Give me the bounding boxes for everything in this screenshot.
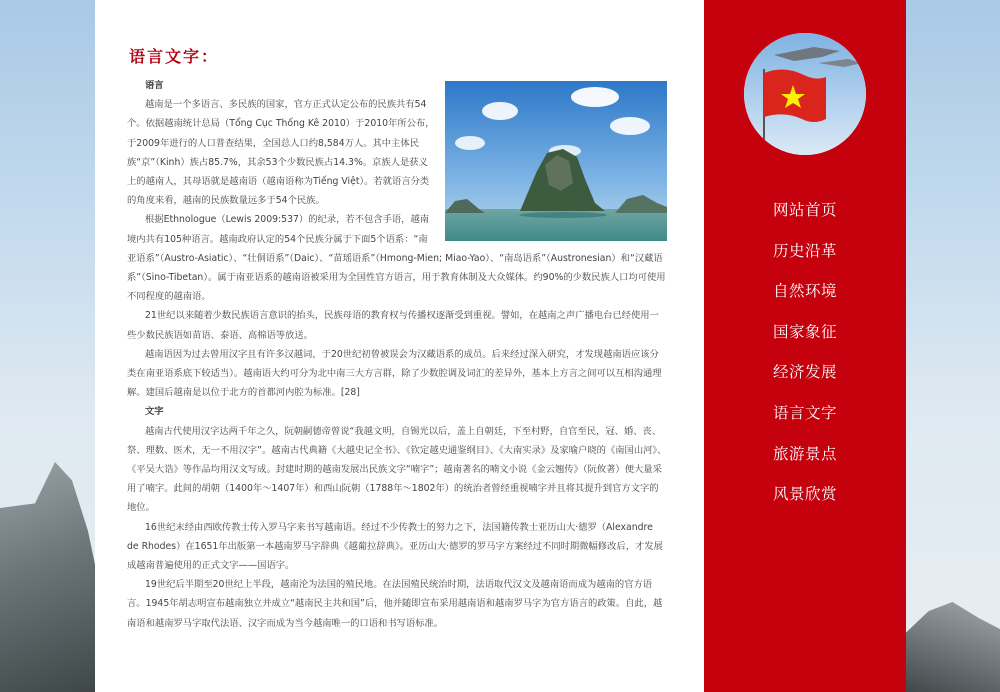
background-rock-right xyxy=(905,602,1000,692)
nav-link-scenery[interactable]: 风景欣赏 xyxy=(772,485,837,504)
background-rock-left xyxy=(0,462,100,692)
nav-link-language[interactable]: 语言文字 xyxy=(772,403,837,422)
subhead-language: 语言 xyxy=(145,80,164,91)
article-paragraph: 21世纪以来随着少数民族语言意识的抬头，民族母语的教育权与传播权逐渐受到重视。譬如，在越南之声广播电台已经使用一些少数民族语如苗语、泰语、高棉语等放送。 xyxy=(127,310,659,341)
article-paragraph: 越南是一个多语言、多民族的国家，官方正式认定公布的民族共有54个。依据越南统计总局（Tổng Cục Thống Kê 2010）于2010年所公布，于2009年进行的人口普查结果，全国总人口约8,584万人。其中主体民族“京”（Kinh）族占85.7%，其余53个少数民族占14.3%。京族人是获义上的越南人，其母语就是越南语（越南语称为Tiếng Việt）。若就语言分类的角度来看，越南的民族数量远多于54个民族。 xyxy=(127,99,435,207)
article-body xyxy=(127,76,667,633)
nav-link-economy[interactable]: 经济发展 xyxy=(772,363,837,382)
nav-link-symbols[interactable]: 国家象征 xyxy=(772,322,837,341)
subhead-script: 文字 xyxy=(145,406,164,418)
nav-item-scenery xyxy=(704,474,906,515)
vietnam-flag-icon xyxy=(744,33,866,155)
article-paragraph: 19世纪后半期至20世纪上半段，越南沦为法国的殖民地。在法国殖民统治时期，法语取代汉文及越南语而成为越南的官方语言。1945年胡志明宣布越南独立并成立“越南民主共和国”后，他并随即宣布采用越南语和越南罗马字为官方语言的政策。自此，越南语和越南罗马字取代法语、汉字而成为当今越南唯一的口语和书写语标准。 xyxy=(127,579,663,629)
article-paragraph: 越南语因为过去曾用汉字且有许多汉越词，于20世纪初曾被误会为汉藏语系的成员。后来经过深入研究，才发现越南语应该分类在南亚语系底下较适当）。越南语大约可分为北中南三大方言群，除了少数腔调及词汇的差异外，基本上方言之间可以互相沟通理解。建国后越南是以位于北方的首都河内腔为标准。[28] xyxy=(127,348,662,399)
nav-link-home[interactable]: 网站首页 xyxy=(772,201,837,219)
nav-item-symbols xyxy=(704,312,906,353)
main-nav xyxy=(704,190,906,515)
nav-item-history xyxy=(704,231,906,272)
page-title: 语言文字： xyxy=(129,47,220,66)
nav-item-economy xyxy=(704,352,906,393)
article-paragraph: 越南古代使用汉字达两千年之久，阮朝嗣德帝曾说“我越文明，自锡光以后，盖上自朝廷，下至村野，自官至民，冠、婚、丧、祭、理数、医术，无一不用汉字”。越南古代典籍《大越史记全书》、《钦定越史通鉴纲目》、《大南实录》及家喻户晓的《南国山河》、《平吴大诰》等作品均用汉文写成。封建时期的越南发展出民族文字“喃字”；越南著名的喃文小说《金云翘传》（阮攸著）便大量采用了喃字。此间的胡朝（1400年～1407年）和西山阮朝（1788年～1802年）的统治者曾经重视喃字并且将其提升到官方文字的地位。 xyxy=(127,425,667,514)
nav-link-nature[interactable]: 自然环境 xyxy=(772,282,837,301)
flag-emblem xyxy=(744,33,866,155)
nav-item-nature xyxy=(704,271,906,312)
main-content xyxy=(95,0,704,692)
nav-item-language xyxy=(704,393,906,434)
article-paragraph: 根据Ethnologue（Lewis 2009:537）的纪录，若不包含手语，越南境内共有105种语言。越南政府认定的54个民族分属于下面5个语系：“南亚语系”（Austro-Asiatic）、“壮侗语系”（Daic）、“苗瑶语系”（Hmong-Mien; Miao-Yao）、“南岛语系”（Austronesian）和“汉藏语系”（Sino-Tibetan）。属于南亚语系的越南语被采用为全国性官方语言，用于教育体制及大众媒体。约90%的少数民族人口均可使用不同程度的越南语。 xyxy=(127,214,666,303)
halong-bay-photo xyxy=(445,81,667,241)
nav-link-history[interactable]: 历史沿革 xyxy=(772,241,837,260)
nav-item-tourism xyxy=(704,434,906,475)
nav-link-tourism[interactable]: 旅游景点 xyxy=(772,444,837,463)
article-paragraph: 16世纪末经由西欧传教士传入罗马字来书写越南语。经过不少传教士的努力之下，法国籍传教士亚历山大·德罗（Alexandre de Rhodes）在1651年出版第一本越南罗马字辞典《越葡拉辞典》。亚历山大·德罗的罗马字方案经过不同时期微幅修改后，才发展成越南普遍使用的正式文字——国语字。 xyxy=(127,521,663,572)
sidebar xyxy=(704,0,906,692)
nav-item-home xyxy=(704,190,906,231)
